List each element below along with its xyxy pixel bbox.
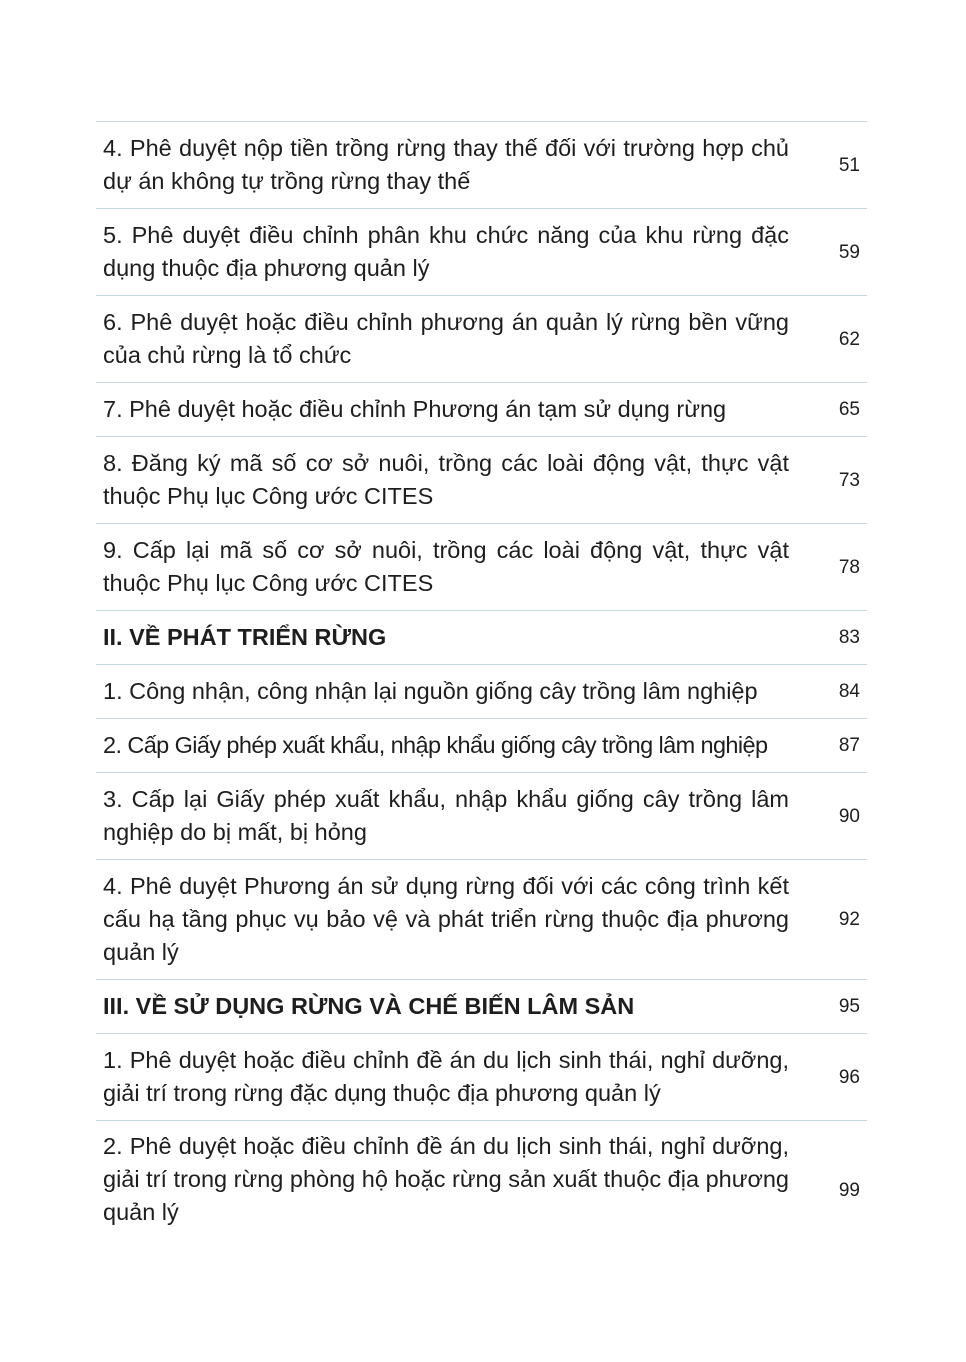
toc-entry-page: 95 xyxy=(838,996,860,1017)
toc-entry-title: 4. Phê duyệt nộp tiền trồng rừng thay thế đối với trường hợp chủ dự án không tự trồng rừng thay thế xyxy=(103,135,789,194)
toc-entry[interactable] xyxy=(96,209,867,296)
toc-entry-title: 1. Công nhận, công nhận lại nguồn giống cây trồng lâm nghiệp xyxy=(103,678,758,704)
toc-entry[interactable] xyxy=(96,719,867,773)
table-of-contents xyxy=(96,121,867,1251)
toc-entry-page: 90 xyxy=(838,805,860,827)
toc-section-title: II. VỀ PHÁT TRIỂN RỪNG xyxy=(103,624,387,650)
toc-entry[interactable] xyxy=(96,524,867,611)
toc-entry-page: 99 xyxy=(838,1180,860,1201)
toc-entry-page: 65 xyxy=(838,399,860,420)
toc-entry[interactable] xyxy=(96,773,867,860)
toc-entry[interactable] xyxy=(96,122,867,209)
toc-section-title: III. VỀ SỬ DỤNG RỪNG VÀ CHẾ BIẾN LÂM SẢN xyxy=(103,993,635,1019)
toc-entry-title: 8. Đăng ký mã số cơ sở nuôi, trồng các loài động vật, thực vật thuộc Phụ lục Công ước CITES xyxy=(103,450,789,509)
toc-entry-page: 78 xyxy=(838,556,860,578)
toc-entry-page: 59 xyxy=(838,241,860,263)
toc-entry-title: 2. Phê duyệt hoặc điều chỉnh đề án du lịch sinh thái, nghỉ dưỡng, giải trí trong rừng phòng hộ hoặc rừng sản xuất thuộc địa phương quản lý xyxy=(103,1133,789,1225)
toc-entry-page: 96 xyxy=(838,1066,860,1088)
toc-entry-page: 73 xyxy=(838,469,860,491)
toc-entry[interactable] xyxy=(96,1121,867,1251)
toc-entry[interactable] xyxy=(96,860,867,980)
toc-entry-page: 84 xyxy=(838,681,860,702)
toc-entry[interactable] xyxy=(96,437,867,524)
toc-entry-title: 2. Cấp Giấy phép xuất khẩu, nhập khẩu giống cây trồng lâm nghiệp xyxy=(103,732,768,758)
toc-entry-page: 83 xyxy=(838,627,860,648)
toc-entry[interactable] xyxy=(96,1034,867,1121)
toc-section-heading[interactable] xyxy=(96,611,867,665)
toc-entry[interactable] xyxy=(96,296,867,383)
toc-entry-page: 87 xyxy=(838,735,860,756)
toc-section-heading[interactable] xyxy=(96,980,867,1034)
toc-entry-title: 9. Cấp lại mã số cơ sở nuôi, trồng các loài động vật, thực vật thuộc Phụ lục Công ước CITES xyxy=(103,537,789,596)
toc-entry-title: 7. Phê duyệt hoặc điều chỉnh Phương án tạm sử dụng rừng xyxy=(103,396,727,422)
toc-entry-page: 51 xyxy=(838,154,860,176)
toc-entry-title: 3. Cấp lại Giấy phép xuất khẩu, nhập khẩu giống cây trồng lâm nghiệp do bị mất, bị hỏng xyxy=(103,786,789,845)
toc-entry-title: 4. Phê duyệt Phương án sử dụng rừng đối với các công trình kết cấu hạ tầng phục vụ bảo vệ và phát triển rừng thuộc địa phương quản lý xyxy=(103,873,789,965)
toc-entry-title: 6. Phê duyệt hoặc điều chỉnh phương án quản lý rừng bền vững của chủ rừng là tổ chức xyxy=(103,309,789,368)
toc-entry[interactable] xyxy=(96,383,867,437)
toc-entry-page: 62 xyxy=(838,328,860,350)
toc-entry-title: 5. Phê duyệt điều chỉnh phân khu chức năng của khu rừng đặc dụng thuộc địa phương quản lý xyxy=(103,222,789,281)
toc-entry[interactable] xyxy=(96,665,867,719)
toc-entry-page: 92 xyxy=(838,909,860,930)
toc-entry-title: 1. Phê duyệt hoặc điều chỉnh đề án du lịch sinh thái, nghỉ dưỡng, giải trí trong rừng đặc dụng thuộc địa phương quản lý xyxy=(103,1047,789,1106)
